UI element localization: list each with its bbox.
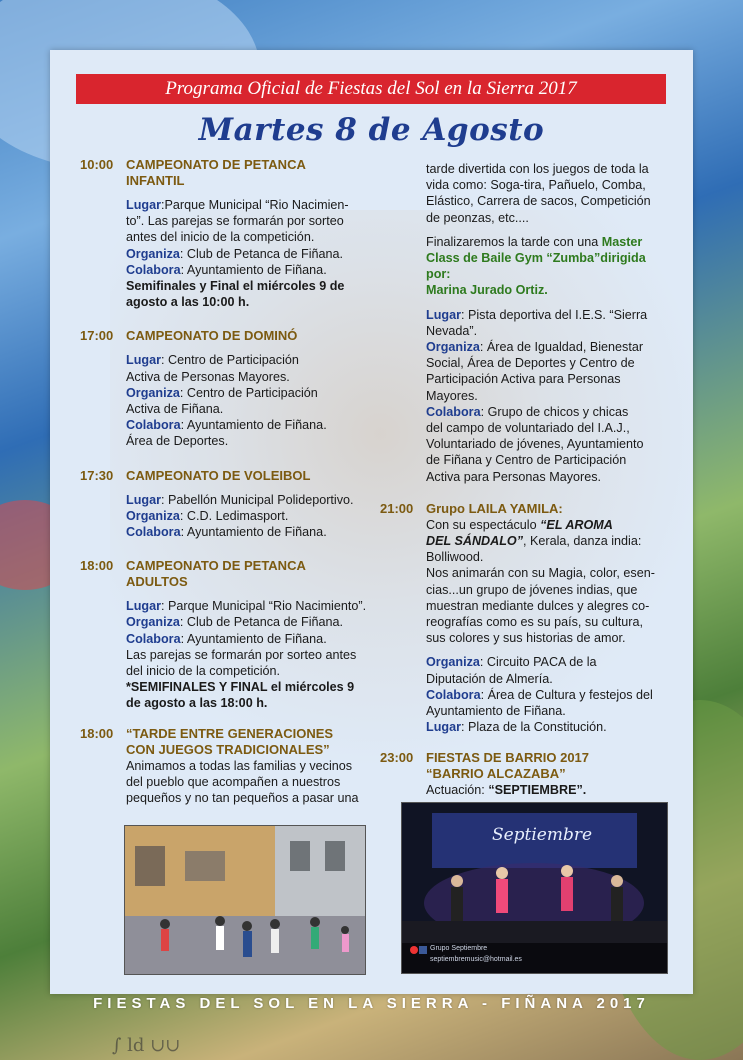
photo-band-septiembre [401,802,668,974]
program-header-band: Programa Oficial de Fiestas del Sol en la Sierra 2017 [76,74,666,104]
event-title: 18:00 “TARDE ENTRE GENERACIONES [80,725,334,741]
event-tarde-generaciones [80,726,370,807]
event-laila-yamila [380,501,670,736]
photo-children-playing-image [125,826,365,974]
event-title-cont: ADULTOS [126,574,188,590]
event-details: Con su espectáculo “EL AROMA DEL SÁNDALO”, Kerala, danza india: Bolliwood. Nos animarán con su Magia, color, esen- cias...un grupo de jóvenes indias, que muestran mediante dulces y alegres co- reografías como es su país, su cultura, sus colores y sus historias de amor. Organiza: Circuito PACA de la Diputación de Almería. Colabora: Área de Cultura y festejos del Ayuntamiento de Fiñana. Lugar: Plaza de la Constitución. [426,517,655,735]
day-title: Martes 8 de Agosto [198,112,545,148]
event-title: 21:00 Grupo LAILA YAMILA: [380,500,563,516]
event-details: Lugar: Pabellón Municipal Polideportivo. Organiza: C.D. Ledimasport. Colabora: Ayuntamiento de Fiñana. [126,492,354,540]
right-column [380,161,670,798]
event-petanca-adultos [80,558,370,711]
band-caption-name: Grupo Septiembre [430,945,488,952]
event-title: 23:00 FIESTAS DE BARRIO 2017 [380,749,590,765]
event-details: Lugar:Parque Municipal “Rio Nacimien- to”. Las parejas se formarán por sorteo antes del inicio de la competición. Organiza: Club de Petanca de Fiñana. Colabora: Ayuntamiento de Fiñana. Semifinales y Final el miércoles 9 de agosto a las 10:00 h. [126,198,349,310]
page-footer: FIESTAS DEL SOL EN LA SIERRA - FIÑANA 2017 [93,995,650,1012]
event-details: Lugar: Parque Municipal “Rio Nacimiento”. Organiza: Club de Petanca de Fiñana. Colabora: Ayuntamiento de Fiñana. Las parejas se formarán por sorteo antes del inicio de la competición. *SEMIFINALES Y FINAL el miércoles 9 de agosto a las 18:00 h. [126,599,367,711]
event-title-cont: CON JUEGOS TRADICIONALES” [126,741,330,757]
band-caption-email: septiembremusic@hotmail.es [430,956,522,963]
event-title: 10:00 CAMPEONATO DE PETANCA [80,157,306,172]
event-voleibol [80,468,370,541]
event-title-cont: INFANTIL [126,173,185,188]
event-details: Actuación: “SEPTIEMBRE”. [426,782,587,797]
facebook-icon [419,946,427,954]
left-column [80,157,370,806]
event-title: 17:00 CAMPEONATO DE DOMINÓ [80,328,298,344]
painting-signature: ∫ ld ∪∪ [112,1035,181,1056]
event-fiestas-barrio [380,750,670,798]
event-petanca-infantil [80,157,370,310]
event-continuation: tarde divertida con los juegos de toda la vida como: Soga-tira, Pañuelo, Comba, Elástico, Carrera de sacos, Competición de peonzas, etc.... Finalizaremos la tarde con una Master Class de Baile Gym “Zumba”dirigida por: Marina Jurado Ortiz. Lugar: Pista deportiva del I.E.S. “Sierra Nevada”. Organiza: Área de Igualdad, Bienestar Social, Área de Deportes y Centro de Participación Activa para Personas Mayores. Colabora: Grupo de chicos y chicas del campo de voluntariado del I.A.J., Voluntariado de jóvenes, Ayuntamiento de Fiñana y Centro de Participación Activa para Personas Mayores. [426,162,651,484]
event-title-cont: “BARRIO ALCAZABA” [426,765,566,781]
event-details: Lugar: Centro de Participación Activa de Personas Mayores. Organiza: Centro de Participación Activa de Fiñana. Colabora: Ayuntamiento de Fiñana. Área de Deportes. [126,353,327,449]
event-description: Animamos a todas las familias y vecinos del pueblo que acompañen a nuestros pequeños y no tan pequeños a pasar una [126,758,359,806]
event-title: 17:30 CAMPEONATO DE VOLEIBOL [80,467,311,483]
social-icon [410,946,418,954]
event-domino [80,328,370,449]
photo-children-playing [124,825,366,975]
band-banner-text: Septiembre [491,825,593,845]
event-title: 18:00 CAMPEONATO DE PETANCA [80,558,306,574]
